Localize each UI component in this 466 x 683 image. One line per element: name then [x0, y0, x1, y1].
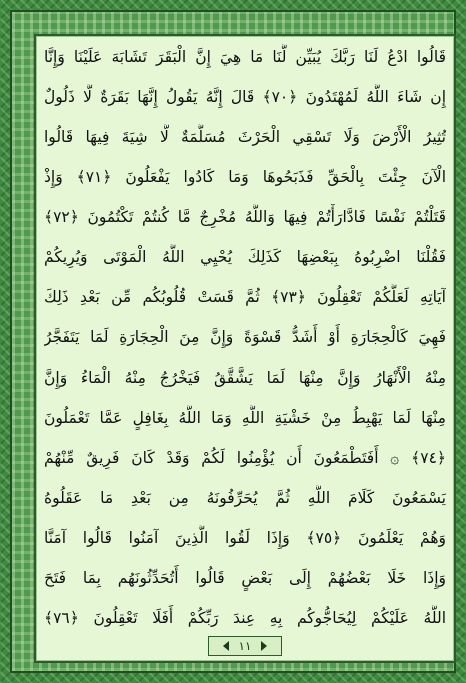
page-footer — [36, 635, 454, 657]
text-panel — [34, 34, 456, 663]
verse-line-6: فَقُلْنَا اضْرِبُوهُ بِبَعْضِهَا كَذَلِكَ يُحْيِي اللَّهُ الْمَوْتَى وَيُرِيكُمْ — [44, 248, 446, 267]
verse-line-5: قَتَلْتُمْ نَفْسًا فَادَّارَأْتُمْ فِيهَا وَاللَّهُ مُخْرِجٌ مَّا كُنتُمْ تَكْتُمُونَ ﴿٧٢﴾ — [44, 208, 446, 227]
verse-line-7: آيَاتِهِ لَعَلَّكُمْ تَعْقِلُونَ ﴿٧٣﴾ ثُمَّ قَسَتْ قُلُوبُكُم مِّن بَعْدِ ذَلِكَ — [44, 288, 446, 307]
verse-line-14: وَإِذَا خَلَا بَعْضُهُمْ إِلَى بَعْضٍ قَالُوا أَتُحَدِّثُونَهُم بِمَا فَتَحَ — [44, 568, 446, 587]
verse-line-13: وَهُمْ يَعْلَمُونَ ﴿٧٥﴾ وَإِذَا لَقُوا الَّذِينَ آمَنُوا قَالُوا آمَنَّا — [44, 528, 446, 547]
page-number: ١١ — [238, 639, 252, 653]
verse-lines — [44, 44, 446, 631]
verse-line-2: إِن شَاءَ اللَّهُ لَمُهْتَدُونَ ﴿٧٠﴾ قَالَ إِنَّهُ يَقُولُ إِنَّهَا بَقَرَةٌ لَّا ذَلُولٌ — [44, 88, 446, 107]
verse-line-15: اللَّهُ عَلَيْكُمْ لِيُحَاجُّوكُم بِهِ عِندَ رَبِّكُمْ أَفَلَا تَعْقِلُونَ ﴿٧٦﴾ — [44, 608, 446, 627]
verse-line-1: قَالُوا ادْعُ لَنَا رَبَّكَ يُبَيِّن لَّنَا مَا هِيَ إِنَّ الْبَقَرَ تَشَابَهَ عَلَيْنَا وَإِنَّا — [44, 48, 446, 66]
verse-line-8: فَهِيَ كَالْحِجَارَةِ أَوْ أَشَدُّ قَسْوَةً وَإِنَّ مِنَ الْحِجَارَةِ لَمَا يَتَفَجَّرُ — [44, 328, 446, 347]
arrow-left-icon — [223, 641, 229, 651]
verse-line-10: مِنْهَا لَمَا يَهْبِطُ مِنْ خَشْيَةِ اللَّهِ وَمَا اللَّهُ بِغَافِلٍ عَمَّا تَعْمَلُونَ — [44, 408, 446, 427]
page-number-box — [208, 636, 282, 656]
verse-line-11: ﴿٧٤﴾ ۞ أَفَتَطْمَعُونَ أَن يُؤْمِنُوا لَكُمْ وَقَدْ كَانَ فَرِيقٌ مِّنْهُمْ — [44, 448, 446, 467]
verse-line-4: الْآنَ جِئْتَ بِالْحَقِّ فَذَبَحُوهَا وَمَا كَادُوا يَفْعَلُونَ ﴿٧١﴾ وَإِذْ — [44, 168, 446, 187]
decorative-border — [10, 10, 456, 673]
verse-line-9: مِنْهُ الْأَنْهَارُ وَإِنَّ مِنْهَا لَمَا يَشَّقَّقُ فَيَخْرُجُ مِنْهُ الْمَاءُ وَإِنَّ — [44, 368, 446, 387]
verse-line-3: تُثِيرُ الْأَرْضَ وَلَا تَسْقِي الْحَرْثَ مُسَلَّمَةٌ لَّا شِيَةَ فِيهَا قَالُوا — [44, 128, 446, 147]
arrow-right-icon — [261, 641, 267, 651]
verse-line-12: يَسْمَعُونَ كَلَامَ اللَّهِ ثُمَّ يُحَرِّفُونَهُ مِن بَعْدِ مَا عَقَلُوهُ — [44, 488, 446, 507]
